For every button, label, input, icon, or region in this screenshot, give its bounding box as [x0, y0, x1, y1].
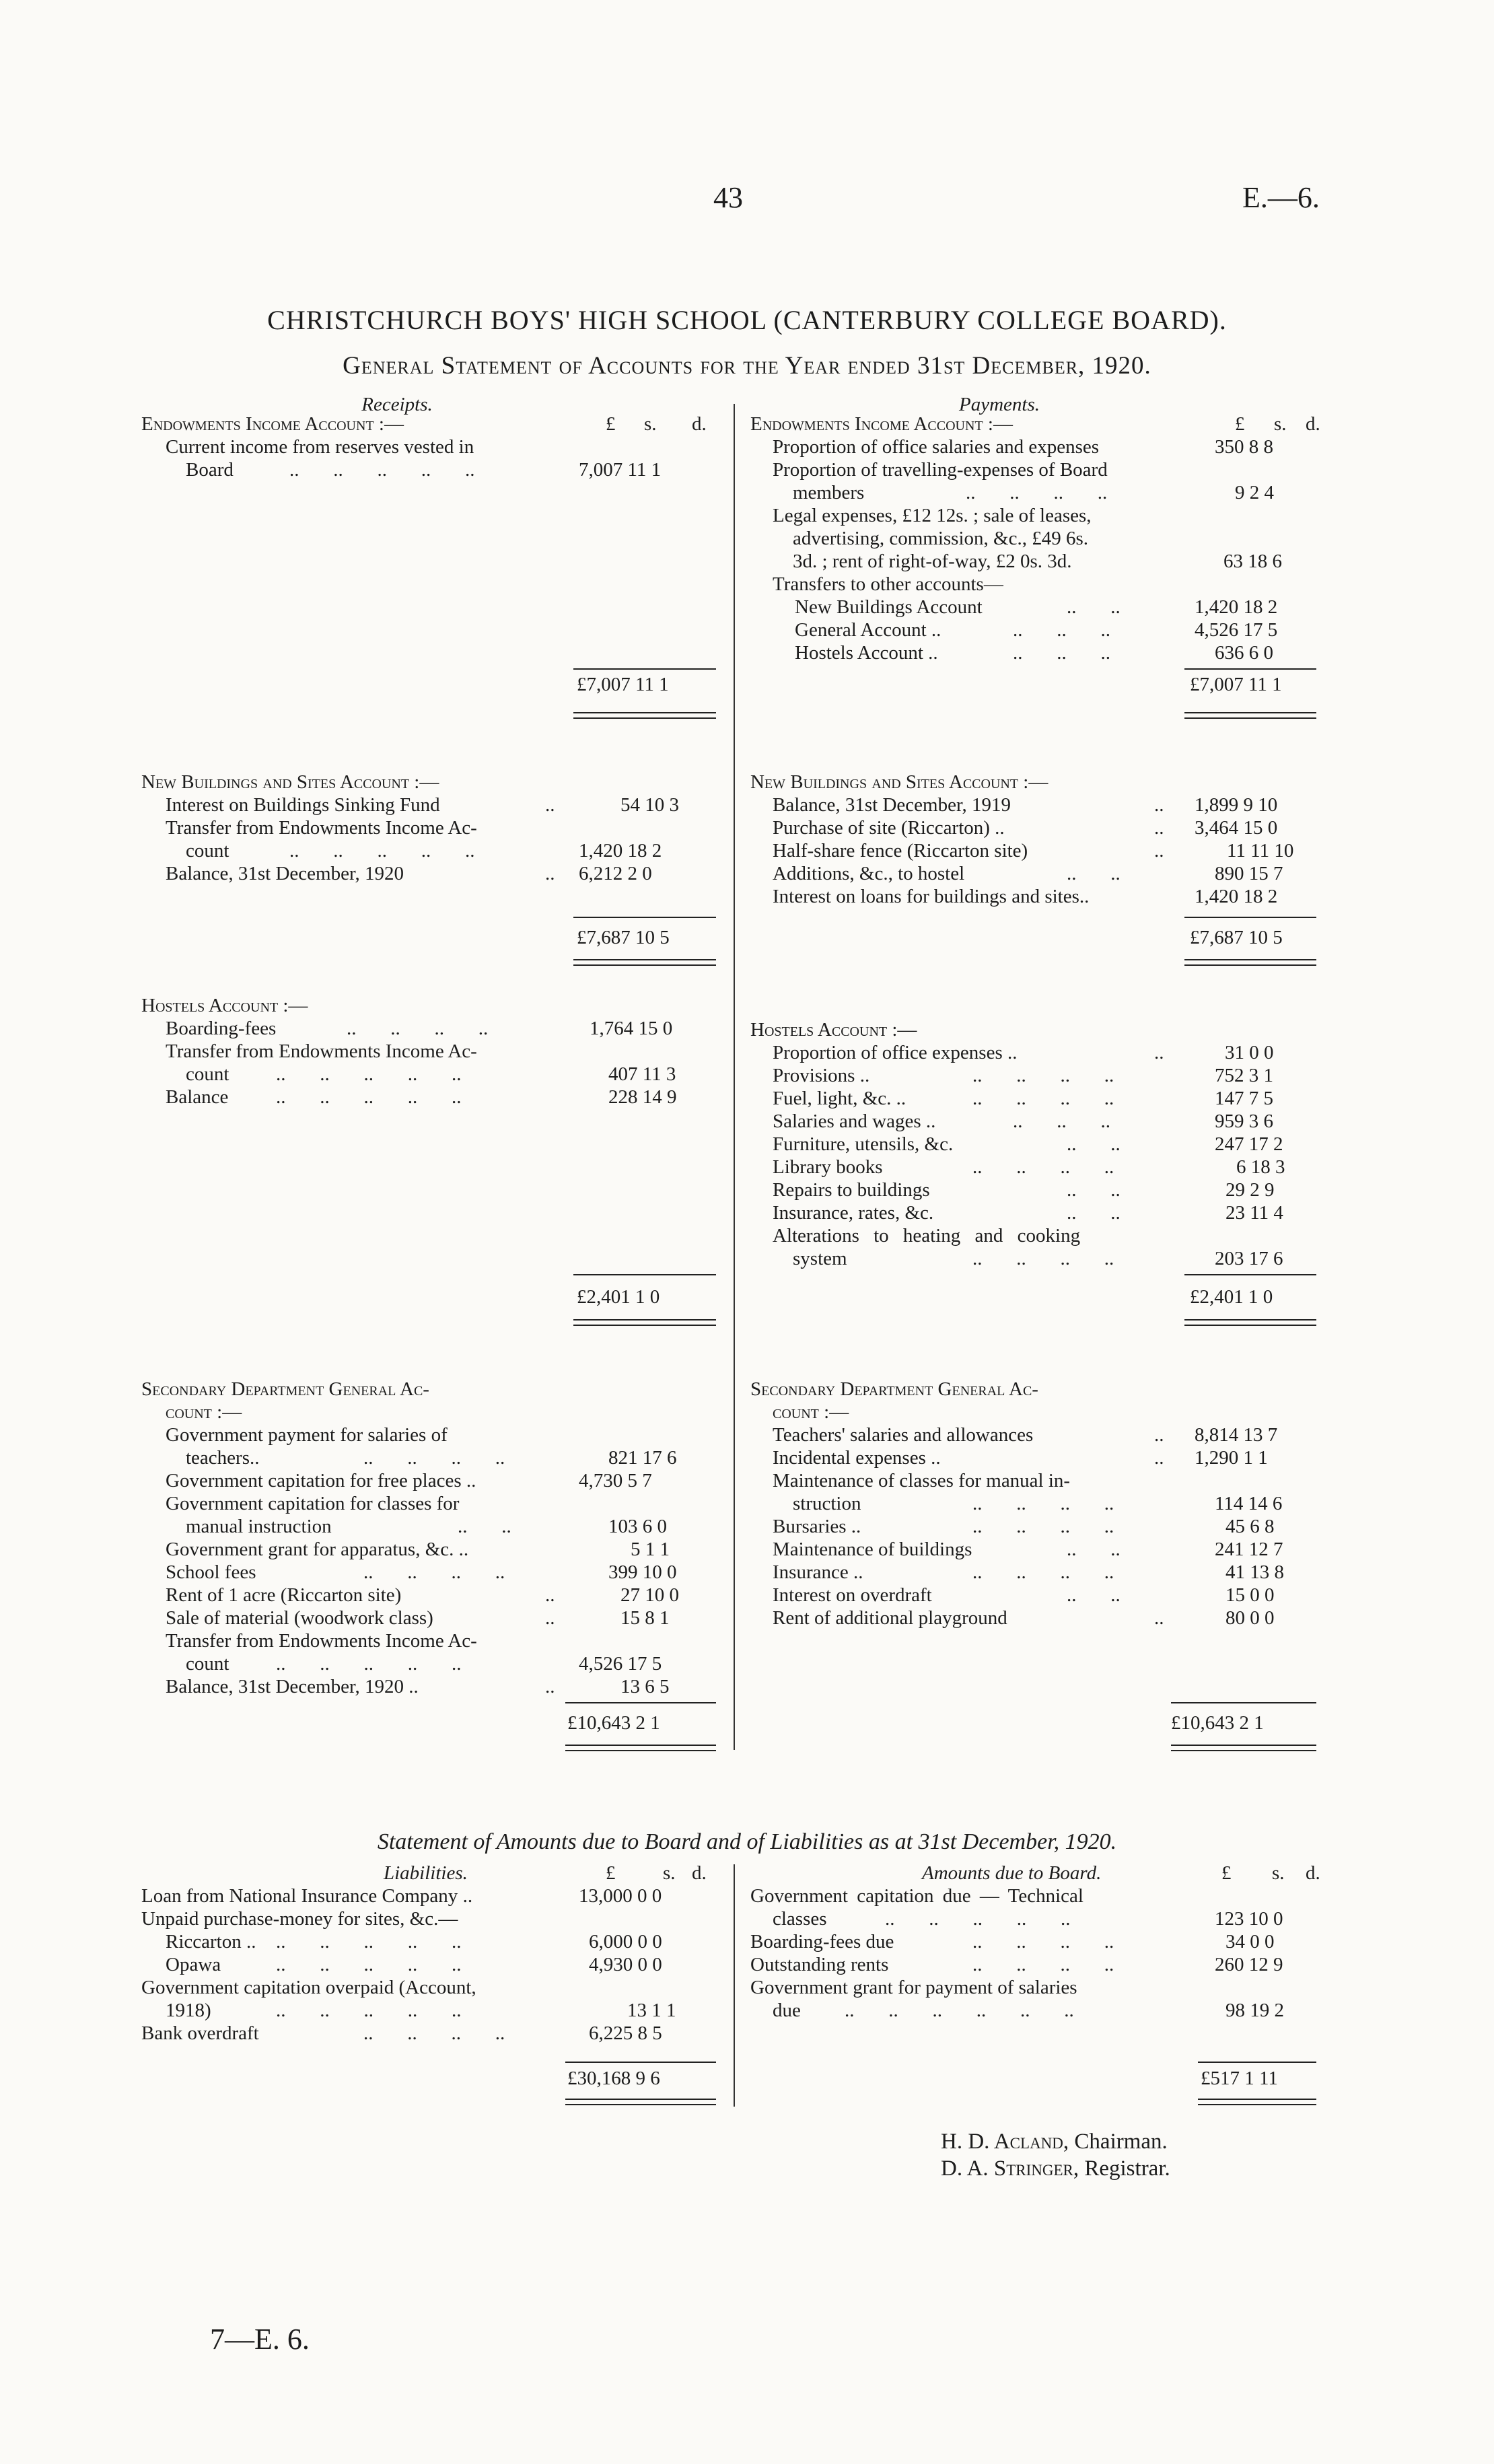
amount: 27 10 0 — [620, 1584, 679, 1606]
list-item: Salaries and wages .. .. .. .. 959 3 6 — [773, 1111, 1273, 1132]
payments-secondary-heading-cont: count :— — [773, 1401, 849, 1423]
amounts-due-label: Amounts due to Board. — [922, 1862, 1102, 1884]
list-item: count .. .. .. .. .. 1,420 18 2 — [186, 840, 662, 861]
payments-hostels — [750, 1018, 1329, 1270]
receipts-column — [141, 413, 720, 481]
list-item: 1918) .. .. .. .. .. 13 1 1 — [166, 2000, 676, 2021]
payments-label: Payments. — [959, 394, 1040, 415]
list-item: Proportion of office salaries and expenses 350 8 8 — [773, 436, 1273, 458]
payments-endowments-heading-row — [750, 413, 1329, 435]
list-item: Incidental expenses .. .. 1,290 1 1 — [773, 1447, 1268, 1469]
list-item: Boarding-fees due .. .. .. .. 34 0 0 — [750, 1931, 1275, 1952]
amounts-pounds-unit: £ — [1221, 1862, 1232, 1884]
amount: 203 17 6 — [1215, 1248, 1283, 1269]
amount: 80 0 0 — [1225, 1607, 1275, 1629]
list-item: Fuel, light, &c. .. .. .. .. .. 147 7 5 — [773, 1088, 1273, 1109]
footer-signature-mark: 7—E. 6. — [210, 2323, 310, 2356]
list-item: Purchase of site (Riccarton) .. .. 3,464 15 0 — [773, 817, 1278, 839]
amount: 7,007 11 1 — [579, 459, 662, 481]
liabilities-pounds-unit: £ — [606, 1862, 616, 1884]
amount: 4,526 17 5 — [579, 1653, 662, 1675]
receipts-buildings — [141, 771, 720, 885]
amount: 1,420 18 2 — [579, 840, 662, 861]
amount: 959 3 6 — [1215, 1111, 1273, 1132]
chairman-name: H. D. Acland, — [941, 2129, 1069, 2154]
list-item: manual instruction .. .. 103 6 0 — [186, 1516, 667, 1537]
list-item: system .. .. .. .. 203 17 6 — [793, 1248, 1283, 1269]
document-reference: E.—6. — [1242, 181, 1320, 214]
list-item: due .. .. .. .. .. .. 98 19 2 — [773, 2000, 1284, 2021]
list-item: Government capitation due — Technical — [750, 1885, 1083, 1907]
amount: 350 8 8 — [1215, 436, 1273, 458]
payments-secondary-heading: Secondary Department General Ac- — [750, 1378, 1038, 1400]
amount: 1,420 18 2 — [1195, 596, 1278, 618]
amount: 6 18 3 — [1236, 1156, 1285, 1178]
signature-chairman — [941, 2128, 1168, 2155]
amounts-pence-unit: d. — [1306, 1862, 1320, 1884]
amount: 103 6 0 — [608, 1516, 667, 1537]
list-item: Board .. .. .. .. .. 7,007 11 1 — [186, 459, 662, 481]
amount: 31 0 0 — [1225, 1042, 1274, 1063]
payments-hostels-heading: Hostels Account :— — [750, 1019, 917, 1041]
payments-shillings-unit: s. — [1274, 413, 1287, 435]
amount: 45 6 8 — [1225, 1516, 1275, 1537]
amount: 29 2 9 — [1225, 1179, 1275, 1201]
list-item: Insurance, rates, &c. .. .. 23 11 4 — [773, 1202, 1283, 1224]
list-item: Transfer from Endowments Income Ac- — [166, 1041, 477, 1062]
list-item: Opawa .. .. .. .. .. 4,930 0 0 — [166, 1954, 662, 1975]
receipts-buildings-heading: New Buildings and Sites Account :— — [141, 771, 439, 793]
list-item: Legal expenses, £12 12s. ; sale of leases, — [773, 505, 1092, 526]
list-item: Balance .. .. .. .. .. 228 14 9 — [166, 1086, 677, 1108]
list-item: General Account .. .. .. .. 4,526 17 5 — [795, 619, 1278, 641]
amount: 1,899 9 10 — [1195, 794, 1278, 816]
receipts-label: Receipts. — [361, 394, 433, 415]
amount: 15 8 1 — [620, 1607, 670, 1629]
list-item: Alterations to heating and cooking — [773, 1225, 1081, 1246]
payments-buildings-heading: New Buildings and Sites Account :— — [750, 771, 1048, 793]
list-item: Teachers' salaries and allowances .. 8,814 13 7 — [773, 1424, 1278, 1446]
amount: 241 12 7 — [1215, 1539, 1283, 1560]
payments-endowments-heading: Endowments Income Account :— — [750, 413, 1013, 435]
amounts-due-total: £517 1 11 — [1201, 2068, 1278, 2089]
amount: 114 14 6 — [1215, 1493, 1283, 1514]
list-item: Transfer from Endowments Income Ac- — [166, 817, 477, 839]
page-number: 43 — [713, 181, 743, 214]
amount: 23 11 4 — [1225, 1202, 1283, 1224]
receipts-hostels-heading: Hostels Account :— — [141, 995, 308, 1016]
list-item: Current income from reserves vested in — [166, 436, 474, 458]
list-item: Government capitation for classes for — [166, 1493, 460, 1514]
amount: 123 10 0 — [1215, 1908, 1283, 1930]
payments-secondary — [750, 1378, 1329, 1629]
list-item: count .. .. .. .. .. 407 11 3 — [186, 1063, 676, 1085]
list-item: count .. .. .. .. .. 4,526 17 5 — [186, 1653, 662, 1675]
list-item: Insurance .. .. .. .. .. 41 13 8 — [773, 1561, 1284, 1583]
list-item: Proportion of travelling-expenses of Board — [773, 459, 1108, 481]
amount: 636 6 0 — [1215, 642, 1273, 664]
amount: 34 0 0 — [1225, 1931, 1275, 1952]
receipts-hostels-total: £2,401 1 0 — [577, 1286, 660, 1308]
list-item: Maintenance of classes for manual in- — [773, 1470, 1071, 1491]
payments-buildings-total: £7,687 10 5 — [1190, 927, 1283, 948]
amount: 63 18 6 — [1223, 551, 1282, 572]
amount: 8,814 13 7 — [1195, 1424, 1278, 1446]
list-item: Library books .. .. .. .. 6 18 3 — [773, 1156, 1285, 1178]
list-item: teachers.. .. .. .. .. 821 17 6 — [186, 1447, 677, 1469]
list-item: Provisions .. .. .. .. .. 752 3 1 — [773, 1065, 1273, 1086]
amount: 5 1 1 — [631, 1539, 670, 1560]
amount: 260 12 9 — [1215, 1954, 1283, 1975]
amount: 54 10 3 — [620, 794, 679, 816]
liabilities-total: £30,168 9 6 — [567, 2068, 660, 2089]
amount: 15 0 0 — [1225, 1584, 1275, 1606]
list-item: Balance, 31st December, 1920 .. .. 13 6 5 — [166, 1676, 670, 1697]
amount: 247 17 2 — [1215, 1133, 1283, 1155]
list-item: Balance, 31st December, 1920 .. 6,212 2 0 — [166, 863, 652, 884]
list-item: advertising, commission, &c., £49 6s. — [793, 528, 1088, 549]
receipts-endowments-heading-row — [141, 413, 720, 435]
payments-pence-unit: d. — [1306, 413, 1320, 435]
amount: 752 3 1 — [1215, 1065, 1273, 1086]
receipts-secondary — [141, 1378, 720, 1698]
list-item: Loan from National Insurance Company .. 13,000 0 0 — [141, 1885, 662, 1907]
amount: 41 13 8 — [1225, 1561, 1284, 1583]
list-item: Riccarton .. .. .. .. .. .. 6,000 0 0 — [166, 1931, 662, 1952]
list-item: Repairs to buildings .. .. 29 2 9 — [773, 1179, 1275, 1201]
receipts-hostels — [141, 994, 720, 1108]
amount: 399 10 0 — [608, 1561, 677, 1583]
list-item: Rent of 1 acre (Riccarton site) .. 27 10 0 — [166, 1584, 679, 1606]
registrar-name: D. A. Stringer, — [941, 2156, 1079, 2181]
amount: 4,930 0 0 — [589, 1954, 662, 1975]
amounts-shillings-unit: s. — [1272, 1862, 1285, 1884]
list-item: Interest on overdraft .. .. 15 0 0 — [773, 1584, 1275, 1606]
list-item: Transfers to other accounts— — [773, 573, 1003, 595]
receipts-secondary-heading: Secondary Department General Ac- — [141, 1378, 429, 1400]
list-item: Maintenance of buildings .. .. 241 12 7 — [773, 1539, 1283, 1560]
payments-hostels-total: £2,401 1 0 — [1190, 1286, 1273, 1308]
amount: 4,730 5 7 — [579, 1470, 652, 1491]
receipts-buildings-total: £7,687 10 5 — [577, 927, 670, 948]
liabilities-pence-unit: d. — [692, 1862, 707, 1884]
amount: 13,000 0 0 — [579, 1885, 662, 1907]
chairman-title: Chairman. — [1074, 2129, 1168, 2154]
list-item: Rent of additional playground .. 80 0 0 — [773, 1607, 1275, 1629]
amount: 1,764 15 0 — [590, 1018, 673, 1039]
payments-column — [750, 413, 1329, 664]
amount: 9 2 4 — [1235, 482, 1274, 503]
amount: 147 7 5 — [1215, 1088, 1273, 1109]
page-subtitle: General Statement of Accounts for the Year ended 31st December, 1920. — [343, 352, 1151, 380]
registrar-title: Registrar. — [1084, 2156, 1170, 2181]
payments-secondary-total: £10,643 2 1 — [1171, 1712, 1264, 1734]
list-item: Unpaid purchase-money for sites, &c.— — [141, 1908, 458, 1930]
list-item: Government capitation for free places .. 4,730 5 7 — [166, 1470, 652, 1491]
payments-pounds-unit: £ — [1235, 413, 1245, 435]
list-item: Outstanding rents .. .. .. .. 260 12 9 — [750, 1954, 1283, 1975]
receipts-pounds-unit: £ — [606, 413, 616, 435]
amount: 890 15 7 — [1215, 863, 1283, 884]
list-item: Boarding-fees .. .. .. .. 1,764 15 0 — [166, 1018, 673, 1039]
statement-divider — [734, 1864, 735, 2107]
amount: 6,000 0 0 — [589, 1931, 662, 1952]
amount: 3,464 15 0 — [1195, 817, 1278, 839]
list-item: New Buildings Account .. .. 1,420 18 2 — [795, 596, 1278, 618]
list-item: Government grant for apparatus, &c. .. 5 1 1 — [166, 1539, 670, 1560]
receipts-secondary-heading-cont: count :— — [166, 1401, 242, 1423]
amount: 1,420 18 2 — [1195, 886, 1278, 907]
amounts-due-column — [750, 1862, 1329, 2022]
liabilities-shillings-unit: s. — [663, 1862, 676, 1884]
list-item: Interest on Buildings Sinking Fund .. 54 10 3 — [166, 794, 679, 816]
list-item: Balance, 31st December, 1919 .. 1,899 9 10 — [773, 794, 1278, 816]
amount: 11 11 10 — [1227, 840, 1294, 861]
receipts-endowments-total: £7,007 11 1 — [577, 674, 669, 695]
list-item: Government payment for salaries of — [166, 1424, 448, 1446]
amount: 228 14 9 — [608, 1086, 677, 1108]
liabilities-label: Liabilities. — [384, 1862, 468, 1884]
page-title: CHRISTCHURCH BOYS' HIGH SCHOOL (CANTERBURY COLLEGE BOARD). — [267, 305, 1227, 335]
amount: 13 1 1 — [627, 2000, 676, 2021]
amount: 821 17 6 — [608, 1447, 677, 1469]
amount: 407 11 3 — [608, 1063, 676, 1085]
signature-registrar — [941, 2155, 1170, 2182]
list-item: Government capitation overpaid (Account, — [141, 1977, 476, 1998]
list-item: Bank overdraft .. .. .. .. 6,225 8 5 — [141, 2022, 662, 2044]
list-item: Hostels Account .. .. .. .. 636 6 0 — [795, 642, 1273, 664]
list-item: members .. .. .. .. 9 2 4 — [793, 482, 1274, 503]
amount: 98 19 2 — [1225, 2000, 1284, 2021]
list-item: Bursaries .. .. .. .. .. 45 6 8 — [773, 1516, 1275, 1537]
list-item: 3d. ; rent of right-of-way, £2 0s. 3d. 63 18 6 — [793, 551, 1282, 572]
list-item: Interest on loans for buildings and sites.. 1,420 18 2 — [773, 886, 1278, 907]
payments-buildings — [750, 771, 1329, 908]
list-item: Proportion of office expenses .. .. 31 0 0 — [773, 1042, 1274, 1063]
list-item: classes .. .. .. .. .. 123 10 0 — [773, 1908, 1283, 1930]
receipts-shillings-unit: s. — [644, 413, 657, 435]
list-item: School fees .. .. .. .. 399 10 0 — [166, 1561, 677, 1583]
list-item: Sale of material (woodwork class) .. 15 8 1 — [166, 1607, 670, 1629]
payments-endowments-total: £7,007 11 1 — [1190, 674, 1282, 695]
list-item: Furniture, utensils, &c. .. .. 247 17 2 — [773, 1133, 1283, 1155]
list-item: Half-share fence (Riccarton site) .. 11 11 10 — [773, 840, 1294, 861]
liabilities-column — [141, 1862, 727, 2045]
amount: 1,290 1 1 — [1195, 1447, 1268, 1469]
receipts-endowments-heading: Endowments Income Account :— — [141, 413, 404, 435]
list-item: Government grant for payment of salaries — [750, 1977, 1077, 1998]
receipts-secondary-total: £10,643 2 1 — [567, 1712, 660, 1734]
list-item: Transfer from Endowments Income Ac- — [166, 1630, 477, 1652]
statement-title: Statement of Amounts due to Board and of Liabilities as at 31st December, 1920. — [377, 1829, 1117, 1854]
receipts-pence-unit: d. — [692, 413, 707, 435]
list-item: Additions, &c., to hostel .. .. 890 15 7 — [773, 863, 1283, 884]
amount: 6,225 8 5 — [589, 2022, 662, 2044]
amount: 13 6 5 — [620, 1676, 670, 1697]
list-item: struction .. .. .. .. 114 14 6 — [793, 1493, 1283, 1514]
amount: 6,212 2 0 — [579, 863, 652, 884]
column-divider — [734, 404, 735, 1750]
amount: 4,526 17 5 — [1195, 619, 1278, 641]
